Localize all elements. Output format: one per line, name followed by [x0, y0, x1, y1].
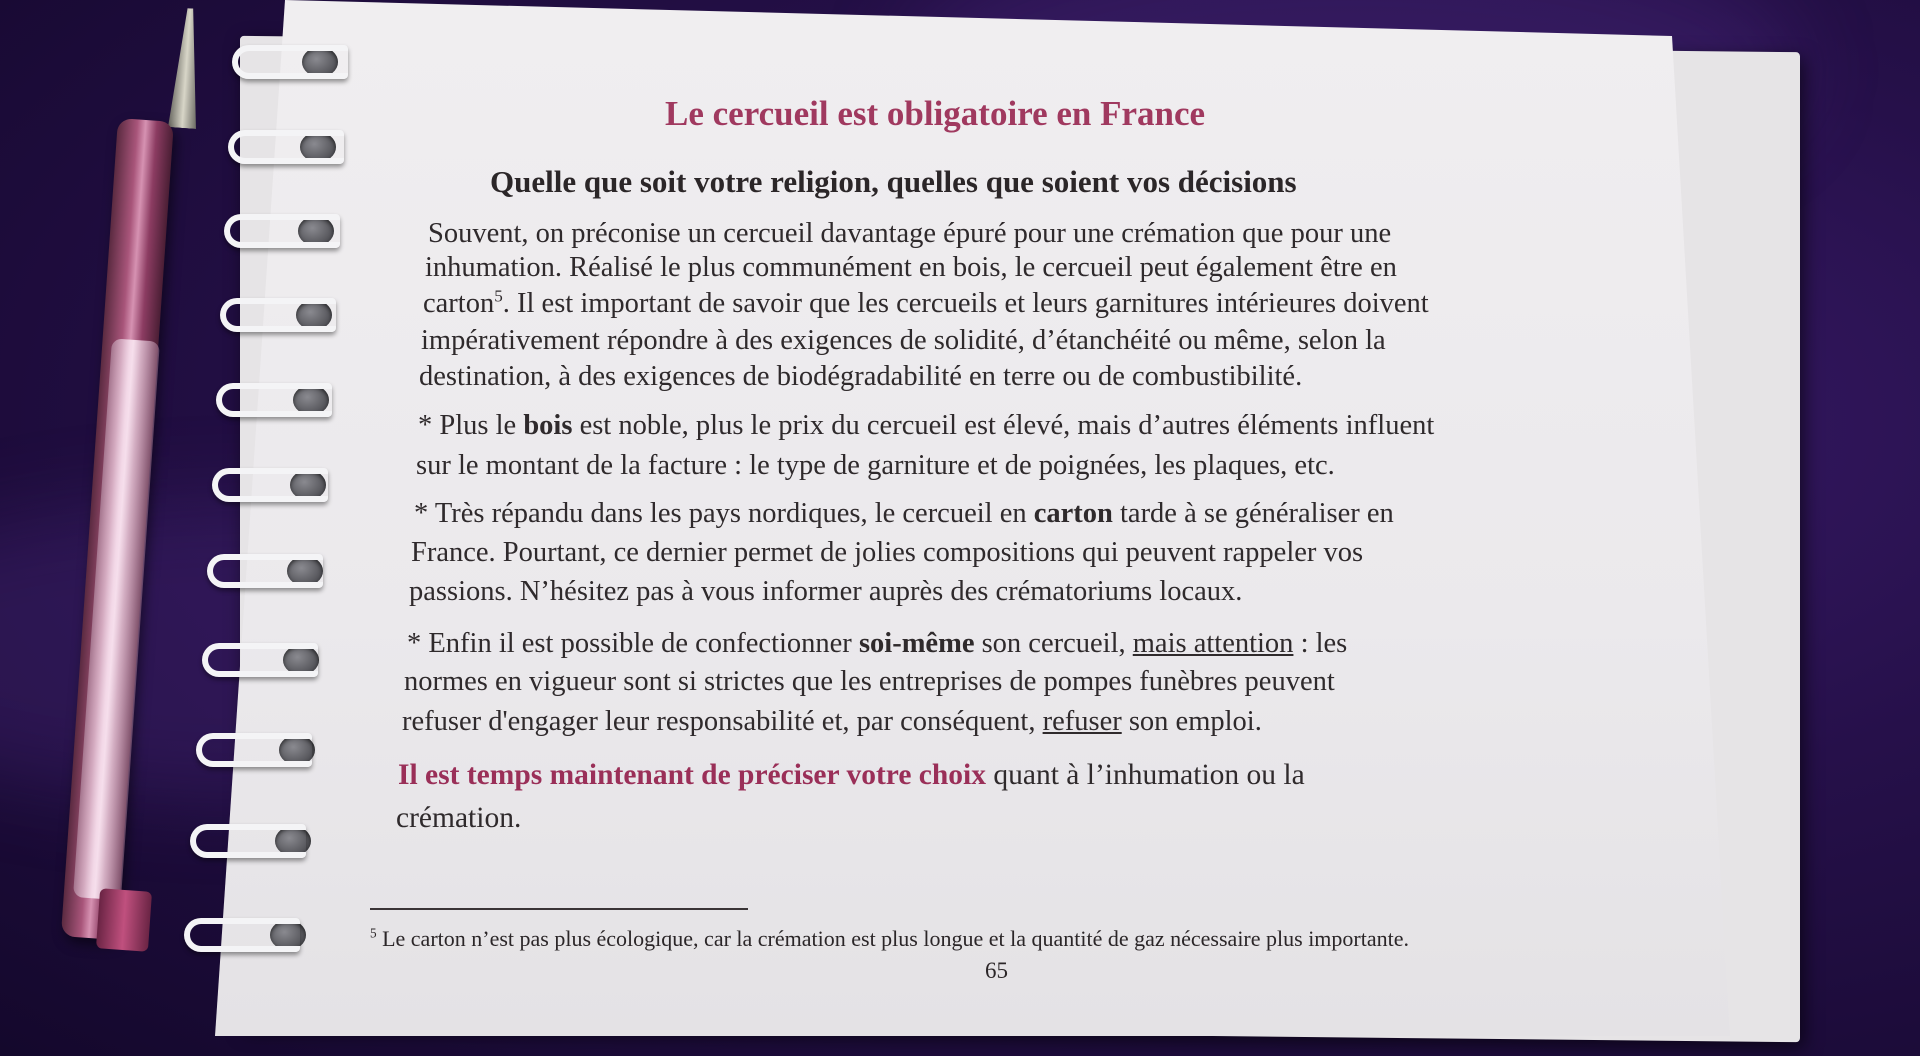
text-line: destination, à des exigences de biodégradabilité en terre ou de combustibilité. [419, 361, 1303, 392]
text-line: Souvent, on préconise un cercueil davantage épuré pour une crémation que pour une [428, 218, 1392, 249]
binding-ring [232, 45, 348, 79]
text-fragment: carton [423, 288, 495, 319]
footnote-separator [370, 908, 748, 910]
text-fragment: son cercueil, [974, 628, 1133, 659]
text-fragment: * Très répandu dans les pays nordiques, le cercueil en [414, 498, 1034, 529]
text-fragment: est noble, plus le prix du cercueil est élevé, mais d’autres éléments influent [572, 410, 1435, 441]
text-line: France. Pourtant, ce dernier permet de jolies compositions qui peuvent rappeler vos [411, 537, 1364, 568]
binding-ring [196, 733, 312, 767]
text-fragment: son emploi. [1121, 706, 1262, 737]
text-line: impérativement répondre à des exigences de solidité, d’étanchéité ou même, selon la [421, 325, 1386, 356]
text-line: inhumation. Réalisé le plus communément en bois, le cercueil peut également être en [425, 252, 1397, 283]
footnote-reference: 5 [494, 286, 503, 306]
text-line [407, 628, 1347, 660]
text-line [402, 706, 1262, 738]
pen-tip [168, 7, 204, 129]
text-line: sur le montant de la facture : le type de garniture et de poignées, les plaques, etc. [416, 450, 1335, 481]
binding-ring [212, 468, 328, 502]
text-fragment: quant à l’inhumation ou la [986, 759, 1305, 791]
text-line [414, 498, 1394, 530]
text-fragment: : les [1293, 628, 1348, 659]
footnote-number: 5 [370, 925, 377, 941]
binding-ring [228, 130, 344, 164]
binding-ring [202, 643, 318, 677]
page-number: 65 [985, 958, 1008, 983]
bold-text: soi-même [858, 628, 975, 659]
footnote-text: Le carton n’est pas plus écologique, car la crémation est plus longue et la quantité de gaz nécessaire plus importante. [376, 926, 1410, 951]
text-line [398, 759, 1305, 792]
text-fragment: refuser d'engager leur responsabilité et, par conséquent, [402, 706, 1043, 737]
text-fragment: . Il est important de savoir que les cercueils et leurs garnitures intérieures doivent [502, 288, 1429, 319]
binding-ring [184, 918, 300, 952]
text-line [423, 288, 1429, 320]
text-line: normes en vigueur sont si strictes que les entreprises de pompes funèbres peuvent [404, 666, 1335, 697]
page-title: Le cercueil est obligatoire en France [665, 94, 1206, 133]
highlighted-text: Il est temps maintenant de préciser votre choix [398, 759, 986, 791]
text-fragment: * Plus le [418, 410, 524, 441]
footnote [370, 926, 1409, 952]
binding-ring [220, 298, 336, 332]
underlined-text: refuser [1042, 706, 1122, 737]
text-fragment: * Enfin il est possible de confectionner [407, 628, 859, 659]
text-line: crémation. [396, 802, 522, 834]
binding-ring [190, 824, 306, 858]
pen-end-cap [96, 888, 152, 951]
bold-text: carton [1033, 498, 1113, 529]
bold-text: bois [523, 410, 573, 441]
binding-ring [224, 214, 340, 248]
underlined-text: mais attention [1132, 628, 1294, 659]
binding-ring [207, 554, 323, 588]
text-line [418, 410, 1434, 442]
text-line: passions. N’hésitez pas à vous informer auprès des crématoriums locaux. [409, 576, 1243, 607]
binding-ring [216, 383, 332, 417]
text-fragment: tarde à se généraliser en [1112, 498, 1394, 529]
page-subtitle: Quelle que soit votre religion, quelles que soient vos décisions [490, 164, 1297, 199]
